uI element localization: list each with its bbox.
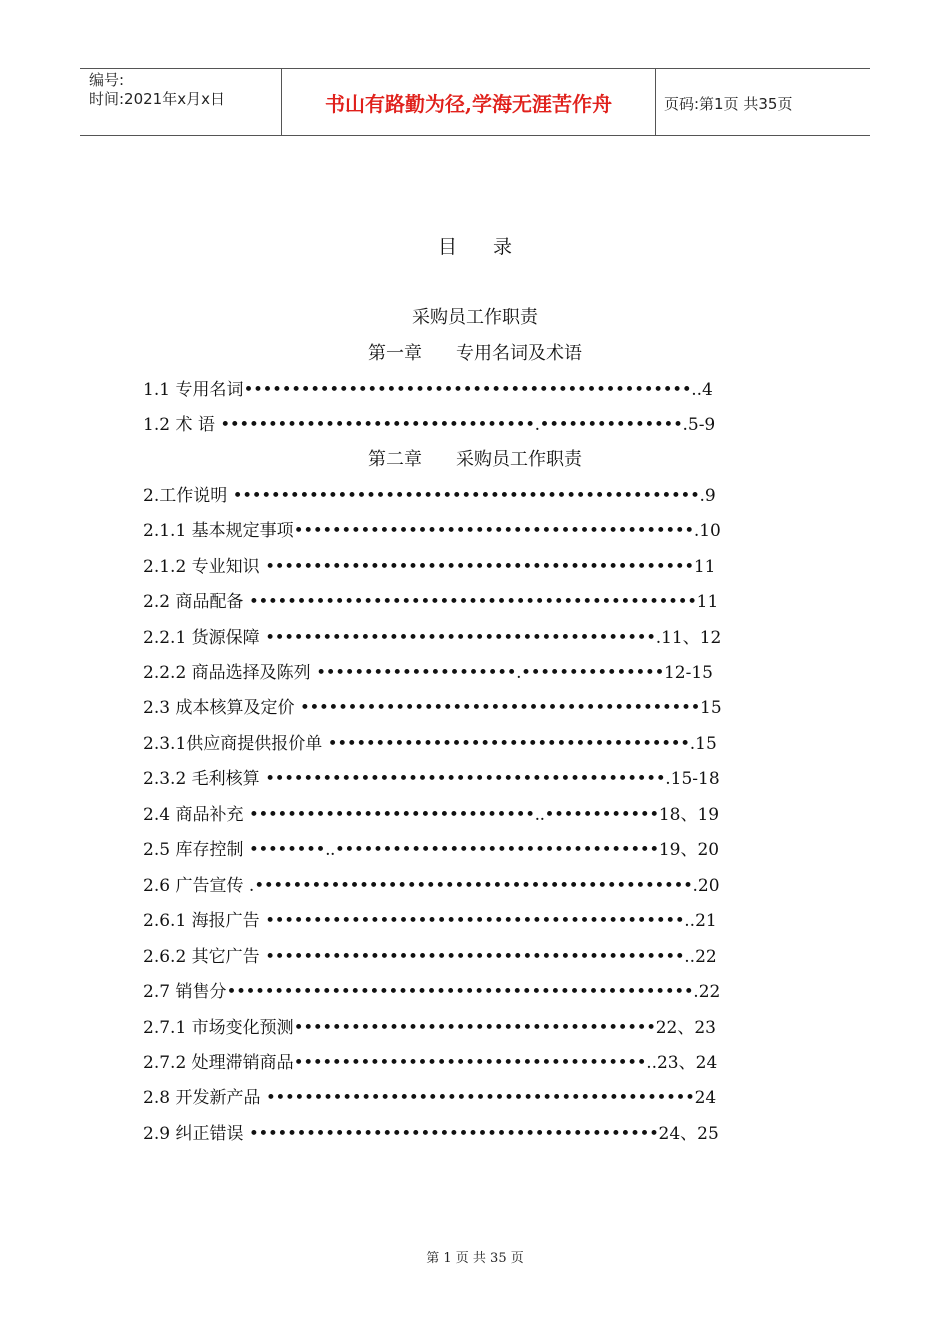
chapter-1-heading — [0, 339, 950, 365]
toc-entry-page: .15-18 — [665, 769, 720, 789]
toc-entry-leader: ••••••••••••••••••••••••••••••••••••••••••••••••• — [232, 486, 700, 506]
toc-entry[interactable] — [143, 623, 721, 648]
toc-entry-label: 2.3.2 毛利核算 — [143, 769, 266, 789]
toc-entry-label: 2.工作说明 — [143, 486, 233, 506]
toc-entry[interactable] — [143, 658, 713, 683]
toc-entry-page: .5-9 — [682, 415, 716, 435]
toc-entry-page: 11 — [693, 557, 716, 577]
toc-entry[interactable] — [143, 693, 722, 718]
toc-entry[interactable] — [143, 942, 717, 967]
toc-entry-page: .10 — [693, 521, 721, 541]
toc-entry-leader: •••••••••••••••••••••••••••••••••••••• — [293, 1018, 656, 1038]
toc-entry-page: 24 — [694, 1088, 717, 1108]
toc-entry-page: .11、12 — [655, 628, 722, 648]
toc-entry-label: 2.6 广告宣传 . — [143, 876, 255, 896]
toc-entry-leader: •••••••••••••••••••••••••••••••••.••••••••••••••• — [220, 415, 683, 435]
toc-entry-leader: ••••••••••••••••••••••••••••••••••••• — [293, 1053, 647, 1073]
toc-entry-label: 2.7.1 市场变化预测 — [143, 1018, 294, 1038]
toc-entry-leader: ••••••••••••••••••••••••••••••••••••••••••••• — [265, 557, 694, 577]
toc-entry-page: ..4 — [691, 380, 713, 400]
toc-entry-label: 1.1 专用名词 — [143, 380, 244, 400]
toc-entry-leader: •••••••••••••••••••••••••••••••••••••• — [327, 734, 690, 754]
toc-entry[interactable] — [143, 906, 717, 931]
toc-entry-page: 15 — [700, 698, 722, 718]
toc-entry-label: 2.3.1供应商提供报价单 — [143, 734, 328, 754]
toc-entry-page: 12-15 — [663, 663, 713, 683]
toc-entry[interactable] — [143, 1119, 719, 1144]
toc-entry-label: 2.1.1 基本规定事项 — [143, 521, 294, 541]
toc-entry[interactable] — [143, 481, 716, 506]
chapter-1-number: 第一章 — [368, 343, 422, 364]
toc-entry-leader: •••••••••••••••••••••••••••••••••••••••••••• — [265, 911, 685, 931]
toc-entry-leader: ••••••••••••••••••••••••••••••••••••••••• — [265, 628, 656, 648]
toc-entry-page: .20 — [692, 876, 720, 896]
chapter-2-heading — [0, 445, 950, 471]
toc-entry-label: 2.7.2 处理滞销商品 — [143, 1053, 294, 1073]
header-time-label: 时间:2021年x月x日 — [89, 90, 225, 108]
document-name: 采购员工作职责 — [412, 307, 538, 328]
toc-entry[interactable] — [143, 1083, 716, 1108]
toc-entry-page: .22 — [693, 982, 721, 1002]
toc-entry-page: 22、23 — [655, 1018, 716, 1038]
toc-title — [0, 232, 950, 259]
toc-entry[interactable] — [143, 764, 720, 789]
toc-entry-leader: ••••••••••••••••••••••••••••••••••••••••••••••• — [243, 380, 692, 400]
header-divider-right — [655, 68, 656, 136]
toc-entry-page: .9 — [699, 486, 716, 506]
toc-entry-page: 24、25 — [658, 1124, 719, 1144]
chapter-2-number: 第二章 — [368, 449, 422, 470]
toc-entry-leader: ••••••••••••••••••••••••••••••••••••••••••••••• — [248, 592, 697, 612]
toc-title-left: 目 — [437, 236, 457, 258]
header-top-rule — [80, 68, 870, 69]
toc-entry-label: 2.2.2 商品选择及陈列 — [143, 663, 317, 683]
toc-entry-label: 2.1.2 专业知识 — [143, 557, 266, 577]
toc-entry[interactable] — [143, 587, 718, 612]
toc-entry-label: 2.8 开发新产品 — [143, 1088, 266, 1108]
toc-entry-leader: •••••••••••••••••••••••••••••••••••••••••••••• — [254, 876, 693, 896]
toc-entry-label: 2.4 商品补充 — [143, 805, 249, 825]
toc-entry[interactable] — [143, 800, 719, 825]
toc-entry-leader: ••••••••••••••••••••••••••••••••••••••••••• — [248, 1124, 659, 1144]
toc-entry[interactable] — [143, 375, 713, 400]
toc-entry-page: .15 — [689, 734, 717, 754]
toc-entry-leader: •••••••••••••••••••••••••••••••••••••••••• — [265, 769, 666, 789]
toc-entry[interactable] — [143, 977, 720, 1002]
toc-entry-leader: •••••••••••••••••••••••••••••••••••••••••••• — [265, 947, 685, 967]
toc-entry-label: 2.2 商品配备 — [143, 592, 249, 612]
toc-entry-leader: •••••••••••••••••••••••••••••••••••••••••• — [299, 698, 700, 718]
toc-entry-label: 2.5 库存控制 — [143, 840, 249, 860]
toc-entry-label: 2.7 销售分 — [143, 982, 227, 1002]
toc-entry-page: ..21 — [684, 911, 717, 931]
chapter-2-title: 采购员工作职责 — [456, 449, 582, 470]
chapter-1-title: 专用名词及术语 — [456, 343, 582, 364]
toc-entry-leader: ••••••••••••••••••••••••••••••••••••••••••••• — [265, 1088, 695, 1108]
toc-entry-label: 1.2 术 语 — [143, 415, 221, 435]
toc-entry-label: 2.3 成本核算及定价 — [143, 698, 300, 718]
toc-entry-leader: ••••••••..•••••••••••••••••••••••••••••••••• — [248, 840, 659, 860]
toc-entry[interactable] — [143, 552, 715, 577]
toc-entry-leader: •••••••••••••••••••••••••••••••••••••••••• — [293, 521, 694, 541]
toc-entry-leader: ••••••••••••••••••••••••••••••..•••••••••••• — [248, 805, 659, 825]
toc-entry-label: 2.6.1 海报广告 — [143, 911, 266, 931]
header-page-label: 页码:第1页 共35页 — [664, 95, 793, 113]
toc-entry-page: ..23、24 — [646, 1053, 718, 1073]
toc-entry-label: 2.9 纠正错误 — [143, 1124, 249, 1144]
toc-entry-label: 2.6.2 其它广告 — [143, 947, 266, 967]
toc-entry-page: 18、19 — [658, 805, 720, 825]
toc-entry[interactable] — [143, 410, 715, 435]
toc-entry-leader: ••••••••••••••••••••••••••••••••••••••••••••••••• — [226, 982, 694, 1002]
toc-entry[interactable] — [143, 729, 717, 754]
header-number-label: 编号: — [89, 71, 125, 89]
toc-entry[interactable] — [143, 516, 721, 541]
header-bottom-rule — [80, 135, 870, 136]
toc-entry-page: 19、20 — [658, 840, 720, 860]
toc-entry-leader: •••••••••••••••••••••.••••••••••••••• — [316, 663, 664, 683]
toc-entry[interactable] — [143, 835, 719, 860]
toc-entry[interactable] — [143, 1013, 716, 1038]
header-motto: 书山有路勤为径,学海无涯苦作舟 — [325, 92, 612, 116]
toc-entry-page: ..22 — [684, 947, 717, 967]
page-footer: 第 1 页 共 35 页 — [426, 1251, 524, 1266]
toc-title-right: 录 — [493, 236, 513, 258]
toc-entry-label: 2.2.1 货源保障 — [143, 628, 266, 648]
toc-entry-page: 11 — [696, 592, 719, 612]
toc-entry[interactable] — [143, 871, 720, 896]
header-info — [89, 71, 225, 109]
toc-entry[interactable] — [143, 1048, 717, 1073]
